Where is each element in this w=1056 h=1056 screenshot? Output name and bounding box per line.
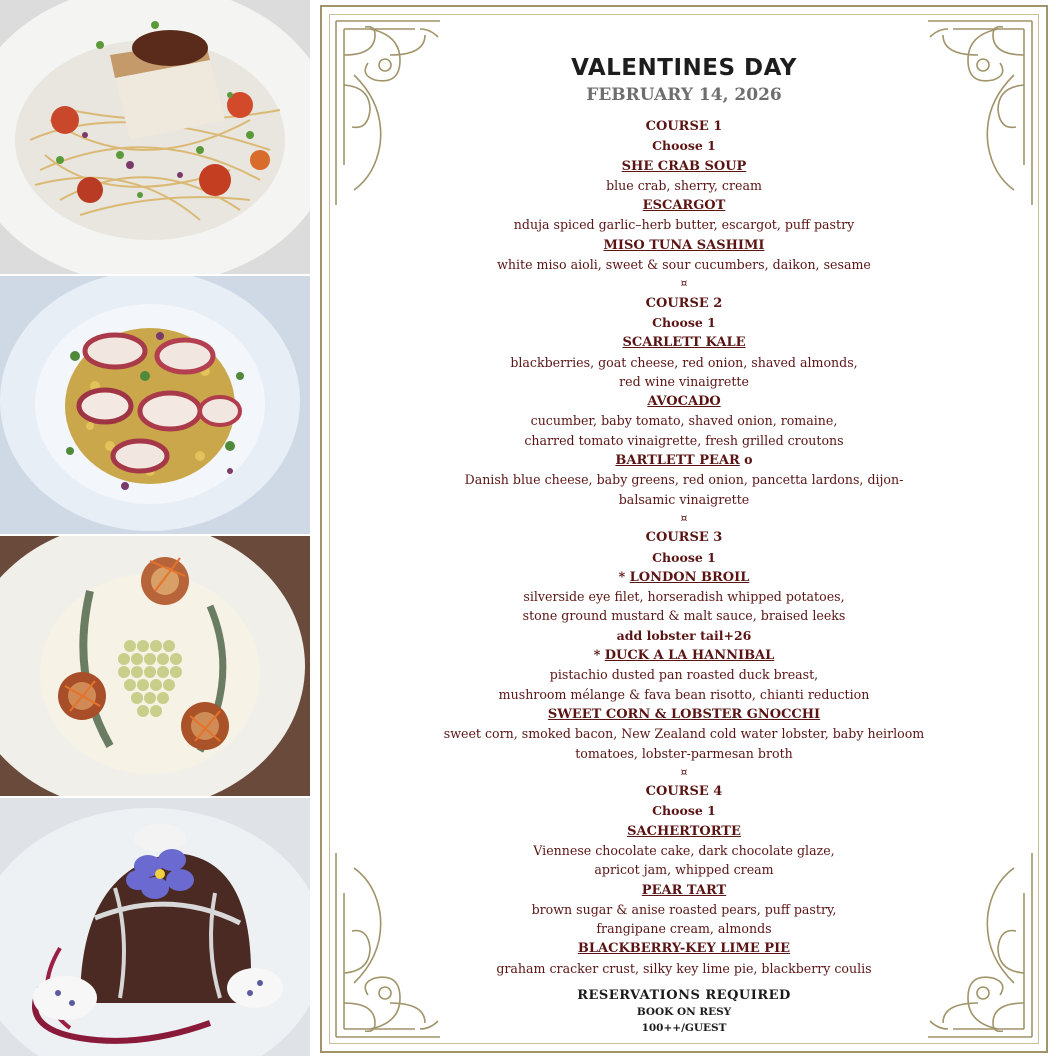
- chocolate-dome-photo: [0, 798, 310, 1056]
- dish-name: SWEET CORN & LOBSTER GNOCCHI: [547, 706, 821, 722]
- dish-name: SCARLETT KALE: [622, 335, 746, 351]
- book-on-resy: BOOK ON RESY: [636, 1006, 732, 1019]
- dish-description: pistachio dusted pan roasted duck breast,: [549, 667, 819, 683]
- menu-content: [322, 53, 1046, 1036]
- dish-description: frangipane cream, almonds: [596, 921, 772, 937]
- dish-description: balsamic vinaigrette: [618, 491, 750, 507]
- dish-name: MISO TUNA SASHIMI: [603, 237, 765, 253]
- course-separator: ¤: [680, 277, 688, 291]
- course-choose: Choose 1: [652, 138, 716, 154]
- dish-description: charred tomato vinaigrette, fresh grilled croutons: [524, 432, 844, 448]
- dish-description: brown sugar & anise roasted pears, puff pastry,: [531, 901, 837, 917]
- fish-pasta-photo: [0, 0, 310, 274]
- course-heading: COURSE 1: [645, 119, 723, 134]
- dish-name: LONDON BROIL: [629, 569, 750, 585]
- dish-description: mushroom mélange & fava bean risotto, chianti reduction: [498, 686, 870, 702]
- reservations-required: RESERVATIONS REQUIRED: [577, 988, 791, 1004]
- dish-description: apricot jam, whipped cream: [594, 862, 774, 878]
- menu-title: VALENTINES DAY: [571, 55, 797, 81]
- course-separator: ¤: [680, 765, 688, 779]
- dish-name: BARTLETT PEAR: [615, 453, 740, 469]
- dish-name: SACHERTORTE: [627, 823, 741, 839]
- course-choose: Choose 1: [652, 314, 716, 330]
- dish-description: graham cracker crust, silky key lime pie, blackberry coulis: [496, 960, 872, 976]
- dish-description: nduja spiced garlic–herb butter, escargot, puff pastry: [513, 217, 855, 233]
- course-choose: Choose 1: [652, 549, 716, 565]
- dish-name: DUCK A LA HANNIBAL: [604, 648, 775, 664]
- dish-description: blackberries, goat cheese, red onion, shaved almonds,: [510, 354, 858, 370]
- dish-prefix: *: [593, 647, 605, 663]
- dish-description: stone ground mustard & malt sauce, braised leeks: [522, 608, 846, 624]
- dish-name: AVOCADO: [647, 394, 721, 410]
- dish-name: PEAR TART: [641, 882, 727, 898]
- dish-description: blue crab, sherry, cream: [606, 177, 762, 193]
- course-heading: COURSE 2: [645, 295, 723, 311]
- menu-date: FEBRUARY 14, 2026: [586, 85, 782, 105]
- dish-suffix: o: [739, 452, 753, 468]
- dish-description: Danish blue cheese, baby greens, red onion, pancetta lardons, dijon-: [464, 472, 904, 488]
- menu-card: [320, 5, 1048, 1053]
- dish-name: SHE CRAB SOUP: [621, 158, 747, 174]
- fig-salad-photo: [0, 276, 310, 534]
- dish-name: ESCARGOT: [642, 198, 726, 214]
- dish-name: BLACKBERRY-KEY LIME PIE: [577, 941, 791, 957]
- price-per-guest: 100++/GUEST: [641, 1022, 727, 1035]
- dish-prefix: *: [618, 568, 630, 584]
- dish-description: tomatoes, lobster-parmesan broth: [575, 745, 793, 761]
- course-heading: COURSE 4: [645, 784, 723, 800]
- photo-column: [0, 0, 310, 1056]
- dish-description: red wine vinaigrette: [619, 373, 749, 389]
- dish-description: white miso aioli, sweet & sour cucumbers, daikon, sesame: [497, 257, 871, 273]
- course-separator: ¤: [680, 511, 688, 525]
- dish-description: Viennese chocolate cake, dark chocolate glaze,: [533, 842, 835, 858]
- course-choose: Choose 1: [652, 803, 716, 819]
- course-heading: COURSE 3: [645, 530, 723, 546]
- dish-description: sweet corn, smoked bacon, New Zealand cold water lobster, baby heirloom: [443, 726, 925, 742]
- dish-description: cucumber, baby tomato, shaved onion, romaine,: [530, 413, 838, 429]
- dish-addon: add lobster tail+26: [616, 627, 752, 643]
- scallop-risotto-photo: [0, 536, 310, 796]
- dish-description: silverside eye filet, horseradish whipped potatoes,: [523, 589, 845, 605]
